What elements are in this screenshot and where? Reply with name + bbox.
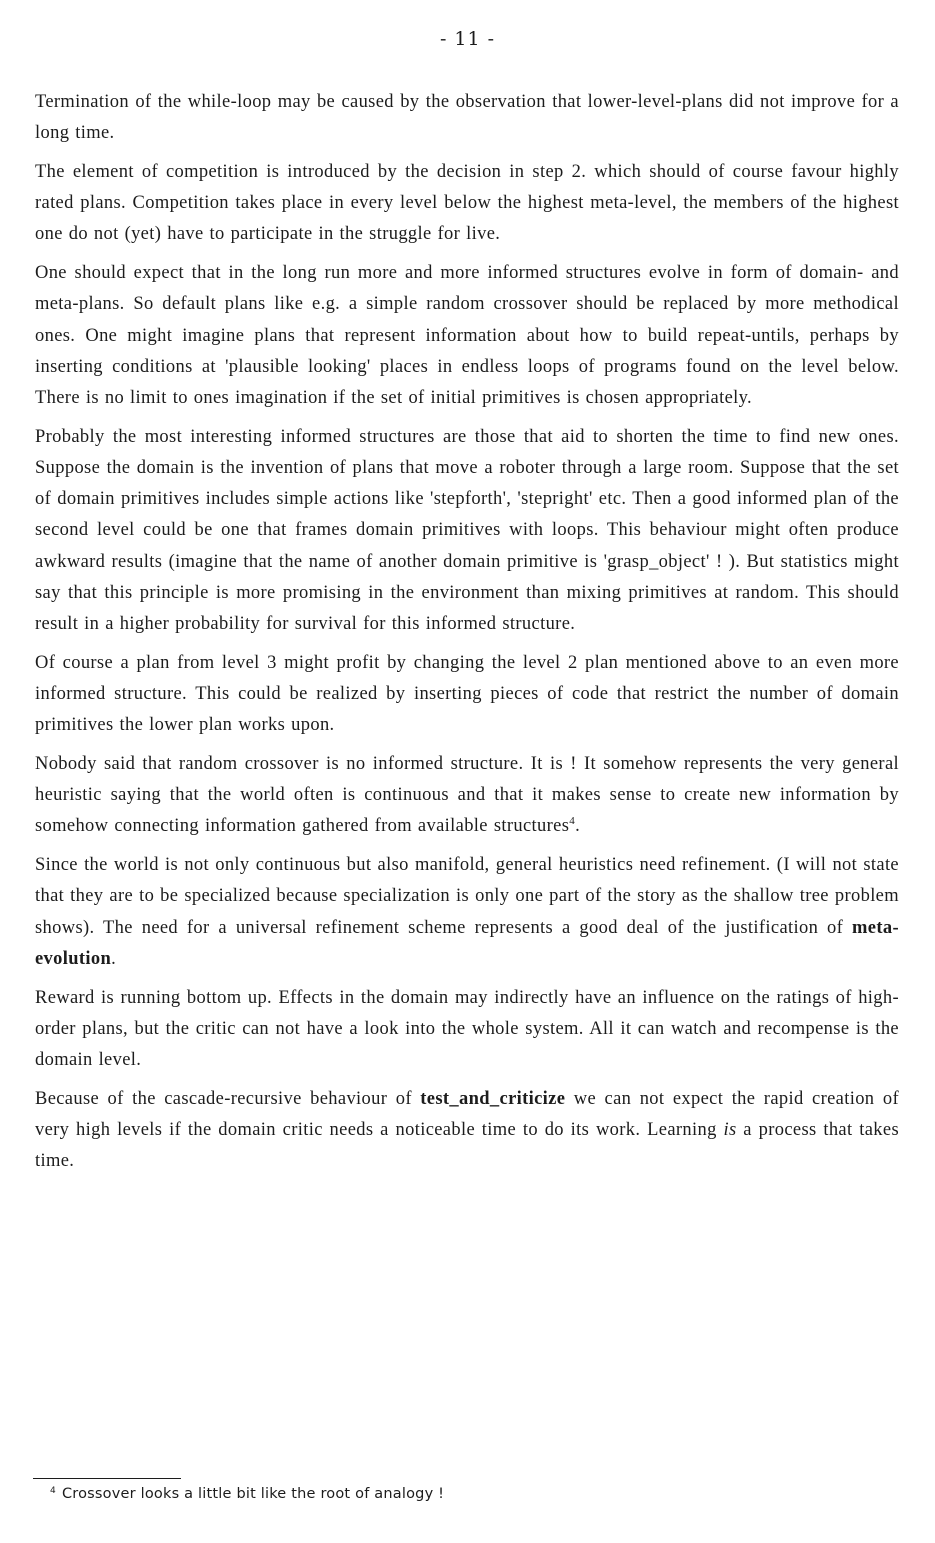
paragraph-cascade: [35, 1084, 899, 1178]
body-text: [35, 87, 899, 1185]
paragraph-refinement: [35, 850, 899, 975]
paragraph-informed-structures: One should expect that in the long run more and more informed structures evolve in form of domain- and meta-plans. So default plans like e.g. a simple random crossover should be replaced by more methodical ones. One might imagine plans that represent information about how to build repeat-untils, perhaps by inserting conditions at 'plausible looking' places in endless loops of programs found on the level below. There is no limit to ones imagination if the set of initial primitives is chosen appropriately.: [35, 263, 899, 409]
footnote-reference: 4: [569, 815, 576, 828]
paragraph-text: Since the world is not only continuous but also manifold, general heuristics need refinement. (I will not state that they are to be specialized because specialization is only one part of the story as the shallow tree problem shows). The need for a universal refinement scheme represents a good deal of the justification of: [35, 855, 899, 938]
footnote-separator: [33, 1478, 181, 1479]
term-test-and-criticize: test_and_criticize: [420, 1088, 566, 1109]
paragraph-text-end: .: [111, 948, 117, 969]
paragraph-competition: The element of competition is introduced by the decision in step 2. which should of course favour highly rated plans. Competition takes place in every level below the highest meta-level, the members of the highest one do not (yet) have to participate in the struggle for live.: [35, 162, 899, 245]
paragraph-text-mid: we can not expect the rapid creation of very high levels if the domain critic needs a noticeable time to do its work. Learning: [35, 1088, 899, 1141]
paragraph-roboter-example: Probably the most interesting informed structures are those that aid to shorten the time to find new ones. Suppose the domain is the invention of plans that move a roboter through a large room. Suppose that the set of domain primitives includes simple actions like 'stepforth', 'stepright' etc. Then a good informed plan of the second level could be one that frames domain primitives with loops. This behaviour might often produce awkward results (imagine that the name of another domain primitive is 'grasp_object' ! ). But statistics might say that this principle is more promising in the environment than mixing primitives at random. This should result in a higher probability for survival for this informed structure.: [35, 426, 899, 635]
footnote: [50, 1486, 444, 1502]
paragraph-random-crossover: [35, 749, 899, 843]
footnote-mark: 4: [50, 1486, 56, 1496]
footnote-text: Crossover looks a little bit like the root of analogy !: [61, 1486, 445, 1502]
paragraph-text-end: a process that takes time.: [35, 1120, 900, 1172]
emphasis-is: is: [723, 1120, 737, 1141]
paragraph-level-3-plan: Of course a plan from level 3 might profit by changing the level 2 plan mentioned above to an even more informed structure. This could be realized by inserting pieces of code that restrict the number of domain primitives the lower plan works upon.: [35, 652, 899, 736]
term-meta-evolution: meta-evolution: [35, 917, 899, 969]
paragraph-text: Because of the cascade-recursive behaviour of: [35, 1088, 421, 1109]
paragraph-termination: Termination of the while-loop may be caused by the observation that lower-level-plans did not improve for a long time.: [35, 92, 899, 144]
paragraph-text: Nobody said that random crossover is no informed structure. It is ! It somehow represents the very general heuristic saying that the world often is continuous and that it makes sense to create new information by somehow connecting information gathered from available structures: [35, 754, 899, 837]
paragraph-reward: Reward is running bottom up. Effects in the domain may indirectly have an influence on the ratings of high-order plans, but the critic can not have a look into the whole system. All it can watch and recompense is the domain level.: [35, 987, 899, 1071]
page-number: - 11 -: [439, 28, 496, 50]
paragraph-text-end: .: [575, 816, 581, 837]
